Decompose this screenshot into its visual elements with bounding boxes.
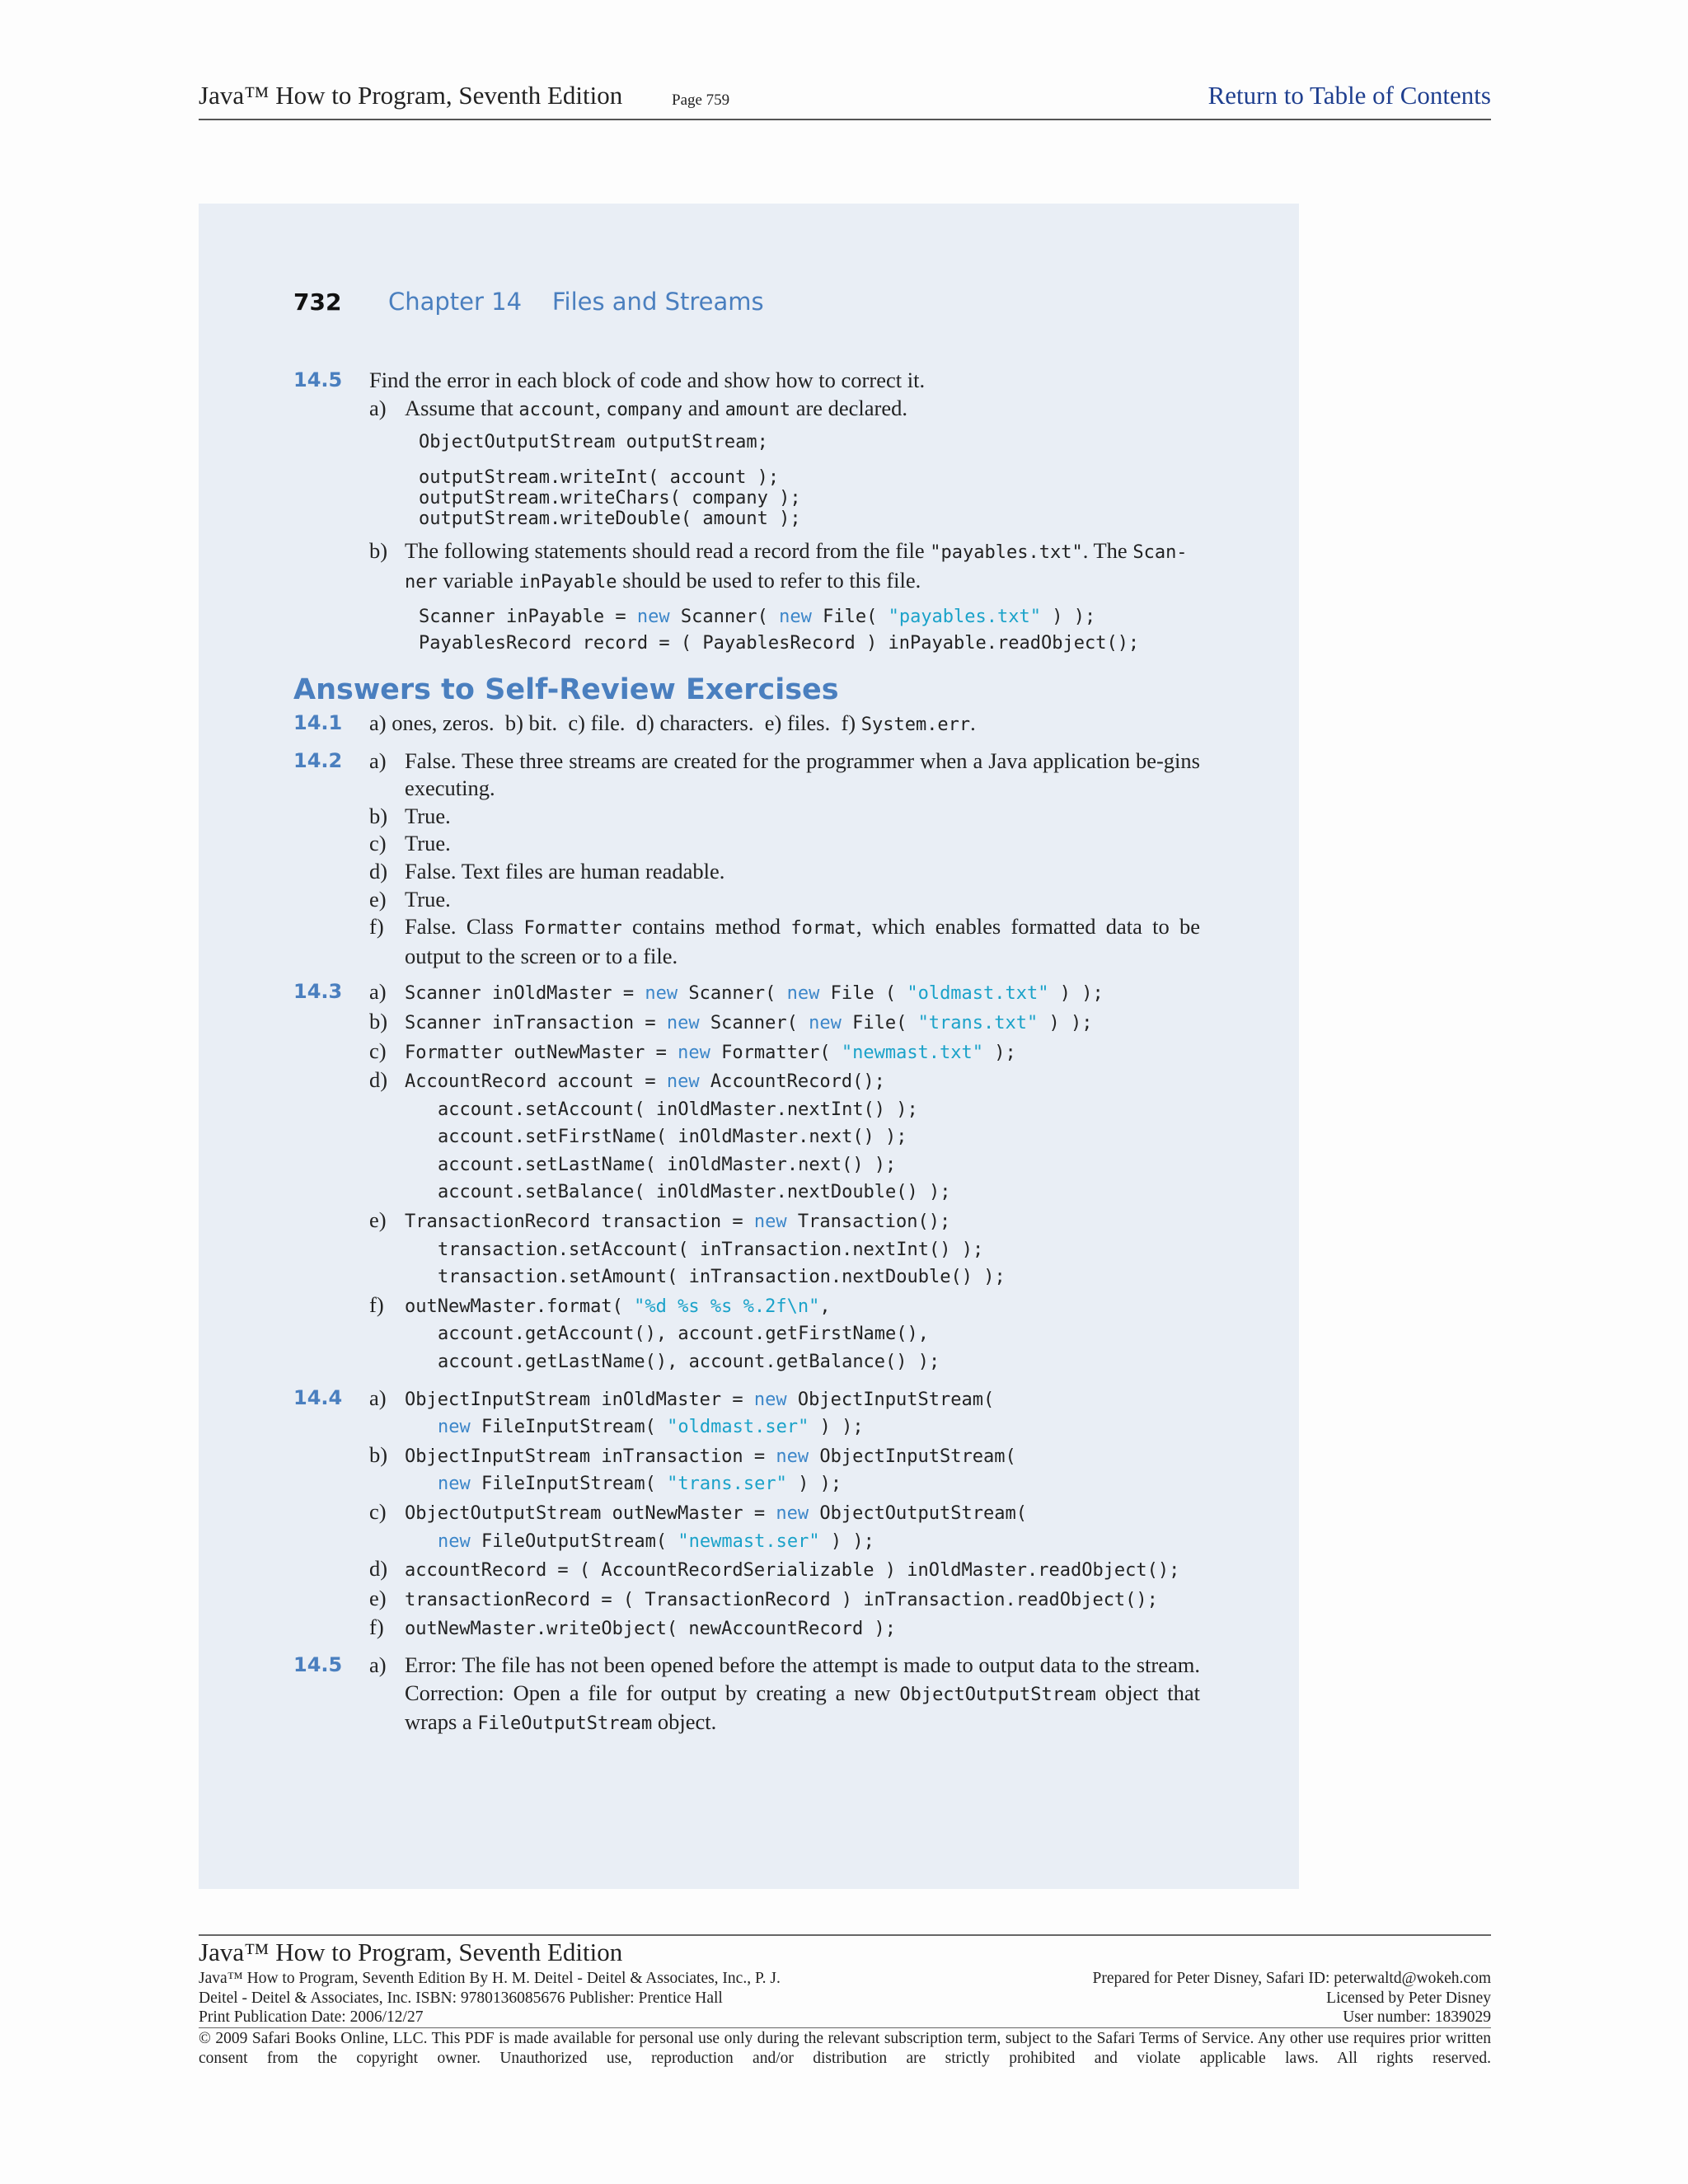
part-label: b) bbox=[369, 1008, 388, 1033]
code-line: Scanner inOldMaster = new Scanner( new File ( "oldmast.txt" ) ); bbox=[405, 983, 1104, 1005]
exercise-part-b bbox=[369, 537, 1200, 657]
part-label: f) bbox=[369, 914, 384, 940]
answer-text: False. These three streams are created for the programmer when a Java application be-gins executing. bbox=[405, 748, 1200, 801]
answer-text: True. bbox=[405, 803, 451, 828]
code-line: outNewMaster.format( "%d %s %s %.2f\n", bbox=[405, 1296, 831, 1317]
part-text: should be used to refer to this file. bbox=[617, 567, 921, 593]
code-line: Scanner inTransaction = new Scanner( new File( "trans.txt" ) ); bbox=[405, 1012, 1093, 1033]
code-block bbox=[419, 432, 1200, 529]
exercise-intro: Find the error in each block of code and show how to correct it. bbox=[369, 368, 926, 392]
answer-text: True. bbox=[405, 886, 451, 912]
answer-part bbox=[369, 1652, 1200, 1738]
footer-divider bbox=[199, 2027, 1491, 2028]
code-line: account.setFirstName( inOldMaster.next() ); bbox=[438, 1127, 907, 1148]
footer-line: Print Publication Date: 2006/12/27 bbox=[199, 2008, 424, 2026]
code-line: account.setBalance( inOldMaster.nextDouble() ); bbox=[438, 1182, 951, 1203]
part-label: c) bbox=[369, 831, 387, 856]
code-line: outputStream.writeInt( account ); bbox=[419, 467, 780, 489]
part-text: and bbox=[682, 395, 725, 420]
part-label: a) bbox=[369, 395, 387, 420]
code-line: account.getAccount(), account.getFirstName(), bbox=[438, 1324, 930, 1345]
part-text: . The bbox=[1082, 538, 1133, 564]
part-label: c) bbox=[369, 1499, 387, 1524]
code-line: ObjectInputStream inOldMaster = new ObjectInputStream( bbox=[405, 1389, 995, 1410]
answer-text: False. Class bbox=[405, 914, 524, 940]
page-content bbox=[293, 367, 1200, 1738]
part-text: variable bbox=[437, 567, 519, 593]
answer-part bbox=[369, 1207, 1200, 1291]
answer-part bbox=[369, 1291, 1200, 1376]
part-label: a) bbox=[369, 748, 387, 773]
code-line: ObjectOutputStream outNewMaster = new ObjectOutputStream( bbox=[405, 1503, 1027, 1524]
answer-14-4 bbox=[293, 1385, 1200, 1643]
code-term: "payables.txt" bbox=[930, 542, 1083, 564]
code-term: inPayable bbox=[518, 571, 617, 593]
book-page bbox=[199, 204, 1299, 1889]
part-text: The following statements should read a record from the file bbox=[405, 538, 931, 564]
book-page-number: 732 bbox=[293, 288, 342, 316]
code-line: new FileOutputStream( "newmast.ser" ) ); bbox=[438, 1530, 874, 1552]
code-block bbox=[419, 604, 1200, 657]
code-term: System.err bbox=[860, 714, 971, 735]
chapter-title: Chapter 14 Files and Streams bbox=[388, 288, 764, 316]
part-label: d) bbox=[369, 858, 388, 883]
exercise-number: 14.5 bbox=[293, 1652, 343, 1676]
code-line: outNewMaster.writeObject( newAccountRecord ); bbox=[405, 1619, 897, 1640]
footer-line: Java™ How to Program, Seventh Edition By H. M. Deitel - Deitel & Associates, Inc., P. J. bbox=[199, 1970, 781, 1987]
answer-correction: Correction: Open a file for output by creating a new ObjectOutputStream object that wraps a FileOutputStream object. bbox=[405, 1680, 1200, 1735]
answer-text: contains method bbox=[621, 914, 791, 940]
footer-line: Deitel - Deitel & Associates, Inc. ISBN: 9780136085676 Publisher: Prentice Hall bbox=[199, 1989, 723, 2007]
code-line: ObjectOutputStream outputStream; bbox=[419, 432, 768, 453]
footer-copyright: © 2009 Safari Books Online, LLC. This PDF is made available for personal use only during the relevant subscription term, subject to the Safari Terms of Service. Any other use requires prior written consent from the copyright owner. Unauthorized use, reproduction and/or distribution are strictly prohibited and violate applicable laws. All rights reserved. bbox=[199, 2030, 1491, 2067]
part-text: are declared. bbox=[790, 395, 908, 420]
answer-text: True. bbox=[405, 831, 451, 856]
part-label: f) bbox=[369, 1291, 384, 1317]
part-label: e) bbox=[369, 1207, 387, 1233]
answer-part bbox=[369, 858, 1200, 886]
code-line: transactionRecord = ( TransactionRecord ) inTransaction.readObject(); bbox=[405, 1589, 1158, 1610]
exercise-number: 14.4 bbox=[293, 1385, 343, 1409]
code-term: company bbox=[606, 399, 683, 420]
footer-book-title: Java™ How to Program, Seventh Edition bbox=[199, 1938, 623, 1966]
code-line: TransactionRecord transaction = new Transaction(); bbox=[405, 1212, 951, 1233]
code-line: AccountRecord account = new AccountRecord(); bbox=[405, 1071, 885, 1093]
code-term: format bbox=[790, 918, 856, 940]
answer-part bbox=[369, 830, 1200, 858]
part-label: d) bbox=[369, 1067, 388, 1093]
part-label: b) bbox=[369, 1441, 388, 1467]
code-line: account.setAccount( inOldMaster.nextInt() ); bbox=[438, 1099, 918, 1120]
answer-error: Error: The file has not been opened before the attempt is made to output data to the stream. bbox=[405, 1652, 1200, 1677]
code-line: Scanner inPayable = new Scanner( new File( "payables.txt" ) ); bbox=[419, 607, 1096, 628]
answer-part bbox=[369, 1385, 1200, 1441]
answer-part bbox=[369, 748, 1200, 803]
footer-divider bbox=[199, 1934, 1491, 1936]
answer-14-1 bbox=[293, 710, 1200, 739]
part-label: a) bbox=[369, 979, 387, 1005]
answer-part bbox=[369, 1066, 1200, 1207]
toc-link[interactable]: Return to Table of Contents bbox=[1207, 81, 1491, 110]
footer-line: User number: 1839029 bbox=[1343, 2008, 1491, 2026]
answer-text: . bbox=[970, 710, 976, 735]
code-line: transaction.setAccount( inTransaction.nextInt() ); bbox=[438, 1239, 984, 1260]
answer-text: , which enables formatted data to be output to the screen or to a file. bbox=[405, 914, 1200, 968]
code-line: Formatter outNewMaster = new Formatter( "newmast.txt" ); bbox=[405, 1042, 1016, 1063]
answer-part bbox=[369, 1555, 1200, 1585]
answer-part bbox=[369, 1441, 1200, 1498]
code-term: Scan- bbox=[1132, 542, 1188, 564]
part-label: d) bbox=[369, 1556, 388, 1582]
code-term: ner bbox=[405, 571, 438, 593]
exercise-14-5 bbox=[293, 367, 1200, 657]
code-line: account.getLastName(), account.getBalance() ); bbox=[438, 1352, 940, 1373]
code-line: PayablesRecord record = ( PayablesRecord ) inPayable.readObject(); bbox=[419, 633, 1140, 654]
answer-part bbox=[369, 1498, 1200, 1555]
footer-line: Licensed by Peter Disney bbox=[1326, 1989, 1491, 2007]
part-label: f) bbox=[369, 1615, 384, 1640]
part-label: b) bbox=[369, 803, 388, 828]
part-label: b) bbox=[369, 538, 388, 564]
part-label: e) bbox=[369, 1585, 387, 1610]
answer-part bbox=[369, 1038, 1200, 1067]
part-text: Assume that bbox=[405, 395, 519, 420]
section-heading: Answers to Self-Review Exercises bbox=[293, 673, 839, 707]
footer-publication-info bbox=[199, 1969, 874, 2027]
answer-14-2 bbox=[293, 748, 1200, 971]
part-label: c) bbox=[369, 1038, 387, 1063]
exercise-number: 14.1 bbox=[293, 710, 343, 734]
answer-14-3 bbox=[293, 978, 1200, 1376]
code-line-blank bbox=[419, 452, 1200, 467]
header-page-number: Page 759 bbox=[672, 91, 730, 109]
answer-part bbox=[369, 1585, 1200, 1615]
part-label: e) bbox=[369, 886, 387, 912]
code-line: ObjectInputStream inTransaction = new ObjectInputStream( bbox=[405, 1446, 1016, 1467]
part-label: a) bbox=[369, 1652, 387, 1677]
code-line: new FileInputStream( "oldmast.ser" ) ); bbox=[438, 1417, 864, 1438]
code-line: new FileInputStream( "trans.ser" ) ); bbox=[438, 1474, 842, 1495]
code-line: account.setLastName( inOldMaster.next() ); bbox=[438, 1154, 897, 1175]
answer-part bbox=[369, 1008, 1200, 1038]
chapter-header bbox=[293, 288, 764, 321]
answer-text: a) ones, zeros. b) bit. c) file. d) characters. e) files. f) bbox=[369, 710, 861, 735]
exercise-part-a bbox=[369, 395, 1200, 530]
answer-part bbox=[369, 913, 1200, 970]
code-term: Formatter bbox=[523, 918, 622, 940]
answer-part bbox=[369, 886, 1200, 914]
answer-14-5 bbox=[293, 1652, 1200, 1738]
answer-part bbox=[369, 803, 1200, 831]
code-line: outputStream.writeDouble( amount ); bbox=[419, 509, 801, 530]
code-line: transaction.setAmount( inTransaction.nextDouble() ); bbox=[438, 1267, 1006, 1288]
footer-line: Prepared for Peter Disney, Safari ID: peterwaltd@wokeh.com bbox=[1092, 1970, 1491, 1987]
exercise-number: 14.2 bbox=[293, 748, 343, 772]
header-book-title: Java™ How to Program, Seventh Edition bbox=[199, 81, 623, 110]
part-label: a) bbox=[369, 1385, 387, 1410]
exercise-number: 14.5 bbox=[293, 368, 343, 391]
exercise-number: 14.3 bbox=[293, 980, 343, 1004]
code-line: accountRecord = ( AccountRecordSerializable ) inOldMaster.readObject(); bbox=[405, 1560, 1180, 1582]
part-text: , bbox=[595, 395, 607, 420]
answer-part bbox=[369, 978, 1200, 1008]
page-header bbox=[199, 76, 1491, 120]
code-term: amount bbox=[724, 399, 791, 420]
answer-text: False. Text files are human readable. bbox=[405, 858, 725, 883]
answer-part bbox=[369, 1614, 1200, 1643]
code-line: outputStream.writeChars( company ); bbox=[419, 488, 801, 509]
code-term: account bbox=[518, 399, 596, 420]
footer-license-info bbox=[1093, 1969, 1491, 2027]
